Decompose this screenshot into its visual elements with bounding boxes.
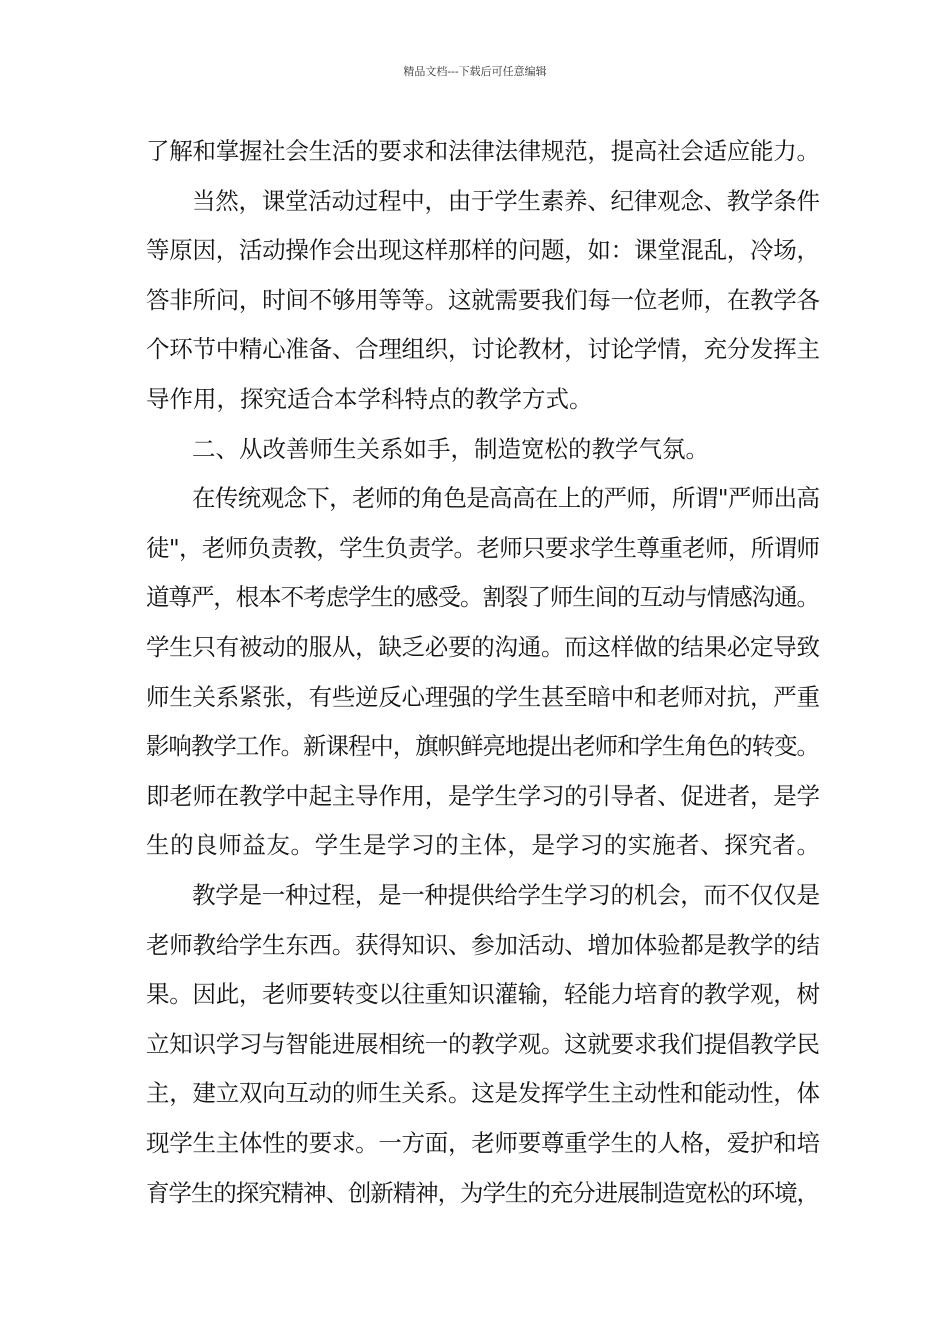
text-line: 道尊严，根本不考虑学生的感受。割裂了师生间的互动与情感沟通。 [146,583,819,612]
text-line: 现学生主体性的要求。一方面，老师要尊重学生的人格，爱护和培 [146,1129,820,1157]
text-line: 当然，课堂活动过程中，由于学生素养、纪律观念、教学条件 [192,186,820,215]
text-line: 答非所问，时间不够用等等。这就需要我们每一位老师，在教学各 [146,285,820,314]
text-line: 导作用，探究适合本学科特点的教学方式。 [146,385,593,413]
text-line: 师生关系紧张，有些逆反心理强的学生甚至暗中和老师对抗，严重 [146,682,820,711]
text-line: 了解和掌握社会生活的要求和法律法律规范，提高社会适应能力。 [146,137,820,165]
text-line: 徒"，老师负责教，学生负责学。老师只要求学生尊重老师，所谓师 [146,533,820,562]
text-line: 在传统观念下，老师的角色是高高在上的严师，所谓"严师出高 [192,484,820,513]
text-line: 育学生的探究精神、创新精神，为学生的充分进展制造宽松的环境， [146,1178,819,1207]
text-line: 个环节中精心准备、合理组织，讨论教材，讨论学情，充分发挥主 [146,335,820,364]
text-line: 学生只有被动的服从，缺乏必要的沟通。而这样做的结果必定导致 [146,633,820,661]
text-line: 二、从改善师生关系如手，制造宽松的教学气氛。 [192,434,709,463]
text-line: 老师教给学生东西。获得知识、参加活动、增加体验都是教学的结 [146,930,820,959]
text-line: 教学是一种过程，是一种提供给学生学习的机会，而不仅仅是 [192,881,820,909]
text-line: 立知识学习与智能进展相统一的教学观。这就要求我们提倡教学民 [146,1029,820,1058]
text-line: 果。因此，老师要转变以往重知识灌输，轻能力培育的教学观，树 [146,980,820,1009]
text-line: 等原因，活动操作会出现这样那样的问题，如：课堂混乱，冷场， [146,236,820,265]
page-header: 精品文档---下载后可任意编辑 [403,65,547,78]
text-line: 影响教学工作。新课程中，旗帜鲜亮地提出老师和学生角色的转变。 [146,732,819,761]
text-line: 即老师在教学中起主导作用，是学生学习的引导者、促进者，是学 [146,781,820,810]
text-line: 主，建立双向互动的师生关系。这是发挥学生主动性和能动性，体 [146,1079,820,1108]
text-line: 生的良师益友。学生是学习的主体，是学习的实施者、探究者。 [146,831,821,860]
